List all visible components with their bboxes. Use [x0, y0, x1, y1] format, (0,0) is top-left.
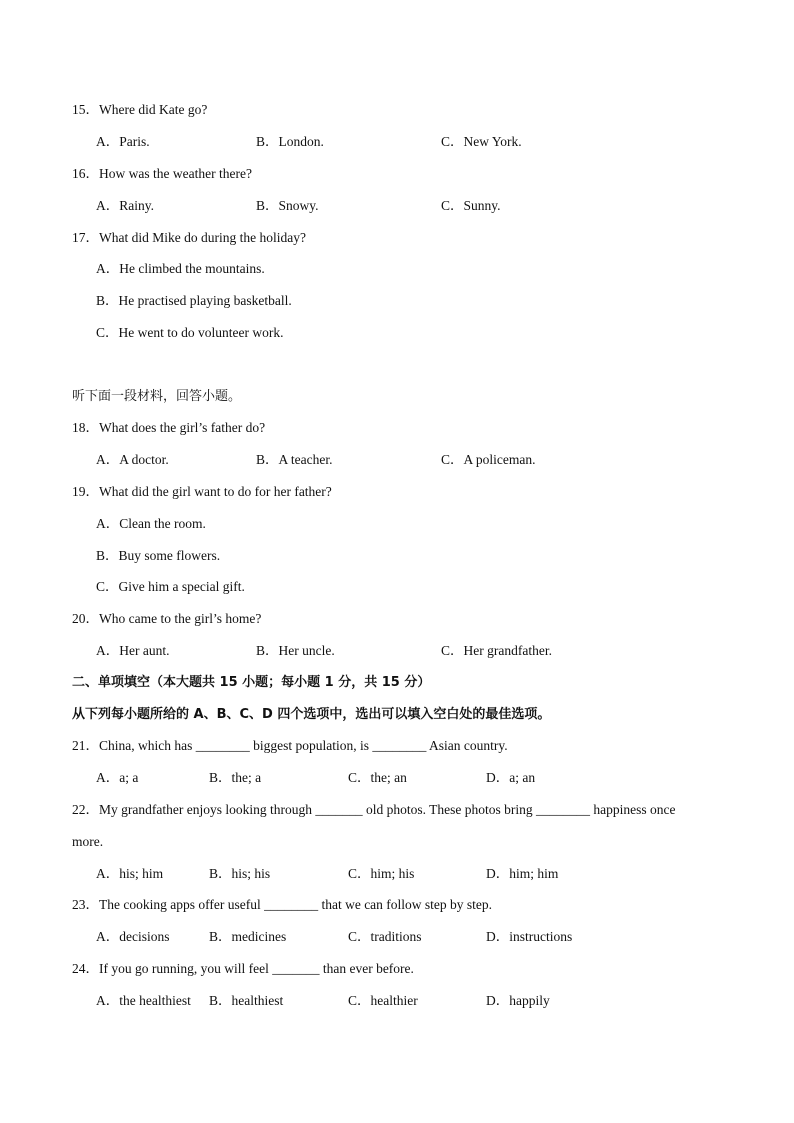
q19-option-c: C．Give him a special gift.	[96, 579, 245, 594]
q20-option-b: B．Her uncle.	[256, 643, 335, 658]
question-22: 22．My grandfather enjoys looking through _______ old photos. These photos bring ________ happiness once	[72, 802, 676, 817]
question-19: 19．What did the girl want to do for her father?	[72, 484, 332, 499]
q20-option-a: A．Her aunt.	[96, 643, 170, 658]
q16-option-b: B．Snowy.	[256, 198, 319, 213]
q21-option-b: B．the; a	[209, 770, 262, 785]
section-2-heading: 二、单项填空（本大题共 15 小题；每小题 1 分，共 15 分）	[72, 675, 431, 690]
question-15: 15．Where did Kate go?	[72, 102, 208, 117]
q22-option-c: C．him; his	[348, 866, 415, 881]
q23-option-d: D．instructions	[486, 929, 573, 944]
q16-option-c: C．Sunny.	[441, 198, 501, 213]
q16-option-a: A．Rainy.	[96, 198, 154, 213]
q17-option-b: B．He practised playing basketball.	[96, 293, 292, 308]
question-21: 21．China, which has ________ biggest population, is ________ Asian country.	[72, 738, 508, 753]
q24-option-d: D．happily	[486, 993, 550, 1008]
q19-option-b: B．Buy some flowers.	[96, 548, 221, 563]
q18-option-c: C．A policeman.	[441, 452, 536, 467]
q23-option-a: A．decisions	[96, 929, 170, 944]
q15-option-a: A．Paris.	[96, 134, 150, 149]
q24-option-b: B．healthiest	[209, 993, 284, 1008]
question-23: 23．The cooking apps offer useful ________ that we can follow step by step.	[72, 897, 493, 912]
question-24: 24．If you go running, you will feel _______ than ever before.	[72, 961, 414, 976]
q23-option-b: B．medicines	[209, 929, 287, 944]
q23-option-c: C．traditions	[348, 929, 422, 944]
q15-option-b: B．London.	[256, 134, 324, 149]
question-20: 20．Who came to the girl’s home?	[72, 611, 262, 626]
question-22-continued: more.	[72, 834, 104, 849]
q19-option-a: A．Clean the room.	[96, 516, 206, 531]
q20-option-c: C．Her grandfather.	[441, 643, 552, 658]
q24-option-c: C．healthier	[348, 993, 418, 1008]
q22-option-a: A．his; him	[96, 866, 164, 881]
question-18: 18．What does the girl’s father do?	[72, 420, 266, 435]
q18-option-a: A．A doctor.	[96, 452, 169, 467]
q17-option-a: A．He climbed the mountains.	[96, 261, 265, 276]
question-16: 16．How was the weather there?	[72, 166, 252, 181]
q21-option-a: A．a; a	[96, 770, 139, 785]
question-17: 17．What did Mike do during the holiday?	[72, 230, 306, 245]
q22-option-b: B．his; his	[209, 866, 271, 881]
listening-instruction: 听下面一段材料，回答小题。	[72, 389, 242, 404]
q21-option-d: D．a; an	[486, 770, 536, 785]
q22-option-d: D．him; him	[486, 866, 559, 881]
q15-option-c: C．New York.	[441, 134, 522, 149]
section-2-instruction: 从下列每小题所给的 A、B、C、D 四个选项中，选出可以填入空白处的最佳选项。	[72, 707, 551, 722]
q24-option-a: A．the healthiest	[96, 993, 191, 1008]
q17-option-c: C．He went to do volunteer work.	[96, 325, 284, 340]
q18-option-b: B．A teacher.	[256, 452, 333, 467]
q21-option-c: C．the; an	[348, 770, 407, 785]
